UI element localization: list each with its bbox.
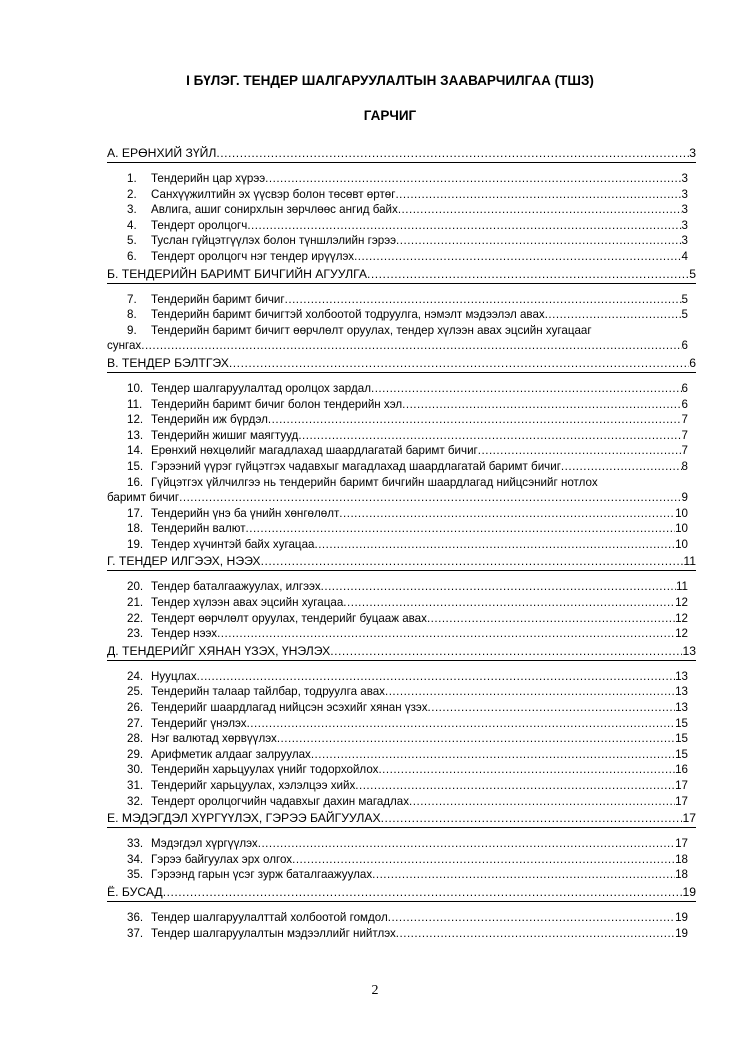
- toc-item-page: 19: [675, 910, 688, 924]
- toc-item-number: 13.: [127, 428, 144, 442]
- toc-section-page: 5: [689, 266, 696, 281]
- toc-item-label: Тендерийг үнэлэх: [151, 716, 247, 730]
- toc-item-page: 12: [675, 596, 688, 610]
- toc-item-label: Тендерт оролцогч нэг тендер ирүүлэх: [151, 249, 355, 263]
- toc-item-page: 15: [675, 732, 688, 746]
- toc-item-label: Гэрээний үүрэг гүйцэтгэх чадавхыг магадлахад шаардлагатай баримт бичиг: [151, 459, 561, 473]
- toc-section-page: 19: [682, 884, 696, 899]
- dot-leader: [197, 669, 675, 685]
- dot-leader: [428, 700, 676, 716]
- toc-item-label: Гүйцэтгэх үйлчилгээ нь тендерийн баримт бичгийн шаардлагад нийцсэнийг нотлох: [151, 475, 598, 489]
- toc-item[interactable]: [107, 684, 696, 700]
- toc-section-label: А. ЕРӨНХИЙ ЗҮЙЛ: [107, 146, 217, 160]
- toc-item[interactable]: [107, 762, 696, 778]
- dot-leader: [545, 307, 682, 323]
- page-number: 2: [371, 983, 379, 998]
- toc-item-page: 3: [681, 187, 688, 201]
- dot-leader: [247, 218, 681, 234]
- toc-section[interactable]: [107, 355, 696, 373]
- toc-item-number: 33.: [127, 837, 144, 851]
- toc-item-page: 7: [681, 428, 688, 442]
- toc-section-label: В. ТЕНДЕР БЭЛТГЭХ: [107, 355, 229, 370]
- dot-leader: [561, 459, 682, 475]
- toc-item-label: Тендер баталгаажуулах, илгээх: [151, 580, 321, 594]
- toc-item[interactable]: [107, 778, 696, 794]
- dot-leader: [396, 233, 682, 249]
- dot-leader: [265, 171, 681, 187]
- toc-item-number: 27.: [127, 716, 144, 730]
- toc-item-number: 9.: [127, 323, 137, 337]
- dot-leader: [402, 397, 681, 413]
- toc-item-number: 15.: [127, 459, 144, 473]
- toc-item-label: Тендерийн үнэ ба үнийн хөнгөлөлт: [151, 506, 340, 520]
- toc-item[interactable]: [107, 836, 696, 852]
- dot-leader: [277, 731, 675, 747]
- toc-item-number: 23.: [127, 627, 144, 641]
- toc-item-page: 4: [681, 249, 688, 263]
- toc-item-number: 16.: [127, 475, 144, 489]
- toc-item-number: 12.: [127, 413, 144, 427]
- toc-item[interactable]: [107, 926, 696, 942]
- toc-item-number: 19.: [127, 537, 144, 551]
- toc-item-label-cont: баримт бичиг: [107, 491, 180, 505]
- toc-item-page: 8: [681, 459, 688, 473]
- toc-section-items: [107, 373, 696, 554]
- toc-item-page: 3: [681, 172, 688, 185]
- toc-item-number: 32.: [127, 794, 144, 808]
- toc-item-line: [127, 475, 688, 491]
- dot-leader: [261, 553, 684, 570]
- toc-item-label: Тендер шалгаруулалттай холбоотой гомдол: [151, 910, 388, 924]
- toc-item-label: Тендер хүчинтэй байх хугацаа: [151, 537, 315, 551]
- dot-leader: [268, 412, 682, 428]
- dot-leader: [372, 867, 675, 883]
- toc-item-page: 18: [675, 868, 688, 882]
- toc-item-label: Тендерийн харьцуулах үнийг тодорхойлох: [151, 763, 379, 777]
- toc-item-number: 30.: [127, 763, 144, 777]
- toc-item-page: 15: [675, 747, 688, 761]
- toc-item-label: Тендерт өөрчлөлт оруулах, тендерийг буцааж авах: [151, 611, 427, 625]
- toc-item-line: [107, 338, 688, 354]
- dot-leader: [427, 611, 675, 627]
- toc-item[interactable]: [107, 910, 696, 926]
- toc-item-page: 3: [681, 234, 688, 248]
- toc-item-page: 3: [681, 203, 688, 217]
- toc-item-number: 31.: [127, 779, 144, 792]
- toc-item-number: 1.: [127, 172, 137, 185]
- toc-item[interactable]: [107, 716, 696, 732]
- toc-item-number: 17.: [127, 506, 144, 520]
- toc-item-page: 13: [675, 685, 688, 699]
- dot-leader: [381, 810, 683, 827]
- toc-item-label: Санхүүжилтийн эх үүсвэр болон төсөвт өртөг: [151, 187, 396, 201]
- toc-item-label: Нууцлах: [151, 669, 197, 683]
- toc-section-page: 17: [682, 811, 696, 826]
- toc-item-label: Гэрээнд гарын үсэг зурж баталгаажуулах: [151, 868, 373, 882]
- toc-item-label: Тендерийн талаар тайлбар, тодруулга авах: [151, 685, 385, 699]
- dot-leader: [396, 926, 675, 942]
- toc-item[interactable]: [107, 731, 696, 747]
- toc-item-label: Тендерийн валют: [151, 522, 246, 536]
- dot-leader: [355, 778, 675, 794]
- toc-item-label: Мэдэгдэл хүргүүлэх: [151, 837, 258, 851]
- toc-item[interactable]: [107, 233, 696, 249]
- dot-leader: [339, 506, 675, 522]
- toc-item-label: Тендерийг харьцуулах, хэлэлцээ хийх: [151, 779, 356, 792]
- toc-item[interactable]: [107, 171, 696, 187]
- document-title: I БҮЛЭГ. ТЕНДЕР ШАЛГАРУУЛАЛТЫН ЗААВАРЧИЛГАА (ТШЗ): [186, 73, 594, 88]
- dot-leader: [388, 910, 675, 926]
- toc-item[interactable]: [107, 579, 696, 595]
- toc-item[interactable]: [107, 381, 696, 397]
- toc-item-number: 28.: [127, 732, 144, 746]
- toc-item-label: Тендерийн баримт бичигт өөрчлөлт оруулах, тендер хүлээн авах эцсийн хугацааг: [151, 323, 592, 337]
- toc-item-page: 3: [681, 218, 688, 232]
- toc-item-label: Тендерийн иж бүрдэл: [151, 413, 268, 427]
- toc-item-number: 37.: [127, 926, 144, 940]
- toc-item[interactable]: [107, 249, 696, 265]
- toc-item-page: 5: [681, 308, 688, 322]
- toc-item-label: Нэг валютад хөрвүүлэх: [151, 732, 277, 746]
- toc-item-number: 26.: [127, 701, 144, 715]
- toc-section[interactable]: [107, 266, 696, 284]
- toc-item-number: 11.: [127, 397, 143, 411]
- dot-leader: [354, 249, 681, 265]
- toc-item-number: 10.: [127, 381, 144, 395]
- toc-item-label: Тендерийн баримт бичиг болон тендерийн хэл: [151, 397, 403, 411]
- toc-item-label: Тендер шалгаруулалтад оролцох зардал: [151, 381, 371, 395]
- dot-leader: [229, 355, 689, 372]
- toc-item-label: Тендерийн баримт бичиг: [151, 292, 285, 306]
- toc-item-page: 13: [675, 701, 688, 715]
- toc-item-number: 2.: [127, 187, 137, 201]
- toc-item[interactable]: [107, 412, 696, 428]
- toc-item-page: 6: [681, 381, 688, 395]
- dot-leader: [395, 187, 681, 203]
- toc-section-items: [107, 163, 696, 266]
- toc-item[interactable]: [107, 700, 696, 716]
- toc-section[interactable]: [107, 884, 696, 902]
- toc-item-page: 5: [681, 292, 688, 306]
- toc-item-page: 6: [681, 397, 688, 411]
- toc-item-page: 7: [681, 444, 688, 458]
- toc-heading: ГАРЧИГ: [363, 108, 417, 123]
- toc-item[interactable]: [107, 537, 696, 553]
- toc-section-items: [107, 284, 696, 355]
- toc-item-number: 34.: [127, 852, 144, 866]
- dot-leader: [398, 202, 682, 218]
- toc-item-label: Арифметик алдааг залруулах: [151, 747, 311, 761]
- toc-section-items: [107, 828, 696, 884]
- toc-item[interactable]: [107, 187, 696, 203]
- dot-leader: [285, 292, 682, 308]
- toc-item-line: [127, 323, 688, 339]
- toc-item[interactable]: [107, 292, 696, 308]
- toc-item-page: 19: [675, 926, 688, 940]
- toc-item-label: Авлига, ашиг сонирхлын зөрчлөөс ангид байх: [151, 203, 398, 217]
- dot-leader: [247, 716, 676, 732]
- toc-item-label: Тендерийн жишиг маягтууд: [151, 428, 299, 442]
- toc-section-label: Б. ТЕНДЕРИЙН БАРИМТ БИЧГИЙН АГУУЛГА: [107, 266, 368, 281]
- dot-leader: [378, 762, 675, 778]
- toc-item[interactable]: [107, 443, 696, 459]
- dot-leader: [292, 852, 675, 868]
- dot-leader: [217, 626, 675, 642]
- toc-section-page: 6: [689, 355, 696, 370]
- toc-item-number: 22.: [127, 611, 144, 625]
- dot-leader: [478, 443, 682, 459]
- toc-item[interactable]: [107, 218, 696, 234]
- toc-section-items: [107, 571, 696, 642]
- toc-item-page: 18: [675, 852, 688, 866]
- dot-leader: [321, 579, 676, 595]
- table-of-contents: [107, 145, 696, 942]
- toc-item-page: 17: [675, 837, 688, 851]
- toc-item[interactable]: [107, 459, 696, 475]
- toc-item-page: 16: [675, 763, 688, 777]
- toc-item-label: Тендерийн баримт бичигтэй холбоотой тодруулга, нэмэлт мэдээлэл авах: [151, 308, 545, 322]
- toc-section[interactable]: [107, 553, 696, 571]
- toc-item-page: 6: [681, 339, 688, 353]
- toc-section-page: 13: [682, 643, 696, 658]
- toc-item-number: 21.: [127, 596, 144, 610]
- toc-item[interactable]: [107, 521, 696, 537]
- toc-item-page: 13: [675, 669, 688, 683]
- toc-section[interactable]: [107, 643, 696, 661]
- toc-item-number: 3.: [127, 203, 137, 217]
- toc-item-page: 11: [675, 580, 688, 594]
- toc-item-number: 4.: [127, 218, 137, 232]
- toc-item-label-cont: сунгах: [107, 339, 142, 353]
- toc-item-label: Туслан гүйцэтгүүлэх болон түншлэлийн гэрээ: [151, 234, 397, 248]
- toc-item[interactable]: [107, 307, 696, 323]
- toc-section-label: Г. ТЕНДЕР ИЛГЭЭХ, НЭЭХ: [107, 554, 261, 569]
- toc-item-label: Тендерт оролцогчийн чадавхыг дахин магадлах: [151, 794, 410, 808]
- toc-item-number: 25.: [127, 685, 144, 699]
- toc-item-page: 9: [681, 491, 688, 505]
- toc-item[interactable]: [107, 595, 696, 611]
- toc-item[interactable]: [107, 428, 696, 444]
- toc-section-label: Д. ТЕНДЕРИЙГ ХЯНАН ҮЗЭХ, ҮНЭЛЭХ: [107, 643, 331, 658]
- toc-section-items: [107, 661, 696, 810]
- toc-item-number: 18.: [127, 522, 144, 536]
- dot-leader: [216, 145, 689, 162]
- toc-section-label: Ё. БУСАД: [107, 884, 163, 899]
- toc-item-page: 10: [675, 537, 688, 551]
- toc-item[interactable]: [107, 867, 696, 883]
- dot-leader: [258, 836, 675, 852]
- toc-item-page: 17: [675, 794, 688, 808]
- dot-leader: [311, 747, 675, 763]
- toc-section[interactable]: [107, 145, 696, 163]
- toc-item-number: 29.: [127, 747, 144, 761]
- dot-leader: [367, 266, 689, 283]
- toc-item[interactable]: [107, 506, 696, 522]
- toc-item-label: Тендерийг шаардлагад нийцсэн эсэхийг хянан үзэх: [151, 701, 428, 715]
- toc-item[interactable]: [107, 669, 696, 685]
- dot-leader: [314, 537, 675, 553]
- toc-item-label: Ерөнхий нөхцөлийг магадлахад шаардлагатай баримт бичиг: [151, 444, 478, 458]
- toc-item-label: Тендер хүлээн авах эцсийн хугацаа: [151, 596, 344, 610]
- dot-leader: [298, 428, 681, 444]
- toc-item-number: 20.: [127, 580, 144, 594]
- dot-leader: [409, 794, 675, 810]
- toc-item-number: 24.: [127, 669, 144, 683]
- toc-item[interactable]: [107, 852, 696, 868]
- toc-item-page: 7: [681, 413, 688, 427]
- toc-section-items: [107, 902, 696, 942]
- toc-item-number: 35.: [127, 868, 144, 882]
- toc-item[interactable]: [107, 794, 696, 810]
- dot-leader: [246, 521, 676, 537]
- toc-item-number: 6.: [127, 249, 137, 263]
- dot-leader: [385, 684, 675, 700]
- toc-item[interactable]: [107, 323, 696, 354]
- toc-item-label: Тендер нээх: [151, 627, 218, 641]
- toc-item-label: Тендерт оролцогч: [151, 218, 248, 232]
- toc-item[interactable]: [107, 611, 696, 627]
- toc-section[interactable]: [107, 810, 696, 828]
- toc-item-number: 5.: [127, 234, 137, 248]
- toc-item-number: 8.: [127, 308, 137, 322]
- toc-item-line: [107, 490, 688, 506]
- dot-leader: [179, 490, 681, 506]
- toc-item[interactable]: [107, 397, 696, 413]
- dot-leader: [163, 884, 683, 901]
- toc-item-label: Тендерийн цар хүрээ: [151, 172, 266, 185]
- toc-item[interactable]: [107, 626, 696, 642]
- toc-item-page: 10: [675, 506, 688, 520]
- toc-section-page: 3: [689, 146, 696, 160]
- toc-item-page: 10: [675, 522, 688, 536]
- toc-item[interactable]: [107, 475, 696, 506]
- toc-section-label: Е. МЭДЭГДЭЛ ХҮРГҮҮЛЭХ, ГЭРЭЭ БАЙГУУЛАХ: [107, 811, 381, 826]
- toc-section-page: 11: [683, 554, 696, 569]
- toc-item[interactable]: [107, 202, 696, 218]
- toc-item-label: Тендер шалгаруулалтын мэдээллийг нийтлэх: [151, 926, 396, 940]
- toc-item-page: 12: [675, 627, 688, 641]
- dot-leader: [371, 381, 682, 397]
- dot-leader: [343, 595, 675, 611]
- toc-item-number: 36.: [127, 910, 144, 924]
- toc-item-page: 17: [675, 779, 688, 792]
- toc-item-page: 12: [675, 611, 688, 625]
- toc-item[interactable]: [107, 747, 696, 763]
- toc-item-page: 15: [675, 716, 688, 730]
- toc-item-number: 7.: [127, 292, 137, 306]
- toc-item-number: 14.: [127, 444, 144, 458]
- dot-leader: [330, 643, 682, 660]
- toc-item-label: Гэрээ байгуулах эрх олгох: [151, 852, 293, 866]
- dot-leader: [141, 338, 681, 354]
